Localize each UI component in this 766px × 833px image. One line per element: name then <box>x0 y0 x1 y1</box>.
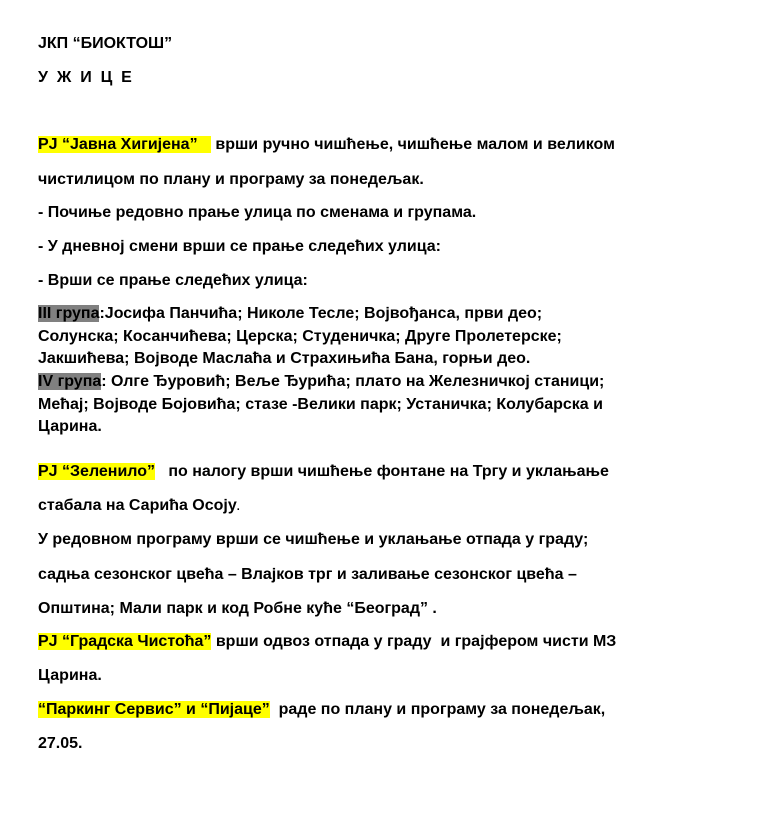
group4-line2: Мећај; Војводе Бојовића; стазе -Велики парк; Устаничка; Колубарска и <box>38 396 603 413</box>
sec3-line2: Царина. <box>38 667 102 684</box>
sec2-line1-text: по налогу врши чишћење фонтане на Тргу и уклањање <box>155 463 609 480</box>
sec3-line1-text: врши одвоз отпада у граду и грајфером чисти МЗ <box>211 633 617 650</box>
sec4-line1 <box>38 699 605 721</box>
sec1-line4: - У дневној смени врши се прање следећих улица: <box>38 238 441 255</box>
sec1-line3: - Почиње редовно прање улица по сменама и групама. <box>38 204 477 221</box>
sec2-line4: садња сезонског цвећа – Влајков трг и заливање сезонског цвећа – <box>38 566 577 583</box>
sec2-line5: Општина; Мали парк и код Робне куће “Београд” . <box>38 600 437 617</box>
group3-line1 <box>38 303 542 325</box>
sec1-line5: - Врши се прање следећих улица: <box>38 272 308 289</box>
sec1-line2: чистилицом по плану и програму за понедељак. <box>38 171 424 188</box>
sec2-line2-text: стабала на Сарића Осоју <box>38 497 237 514</box>
sec1-line1 <box>38 134 615 156</box>
sec4-line2: 27.05. <box>38 735 83 752</box>
sec2-line2 <box>38 495 240 518</box>
city-title: У Ж И Ц Е <box>38 69 132 86</box>
unit-gradska-chistoca: РЈ “Градска Чистоћа” <box>38 633 212 650</box>
group4-label: IV група <box>38 373 102 390</box>
sec2-line3: У редовном програму врши се чишћење и уклањање отпада у граду; <box>38 531 589 548</box>
sec2-line2-dot: . <box>236 501 240 513</box>
sec2-line1 <box>38 461 609 483</box>
sec3-line1 <box>38 631 616 653</box>
group4-line1 <box>38 371 604 393</box>
group4-streets: : Олге Ђуровић; Веље Ђурића; плато на Железничкој станици; <box>101 373 605 390</box>
group3-label: III група <box>38 305 100 322</box>
group3-line2: Солунска; Косанчићева; Церска; Студеничка; Друге Пролетерске; <box>38 328 562 345</box>
unit-zelenilo: РЈ “Зеленило” <box>38 463 156 480</box>
sec4-line1-text: раде по плану и програму за понедељак, <box>269 701 606 718</box>
unit-javna-higijena: РЈ “Јавна Хигијена” <box>38 136 211 153</box>
sec1-line1-text: врши ручно чишћење, чишћење малом и великом <box>210 136 615 153</box>
group3-streets: :Јосифа Панчића; Николе Тесле; Војвођанса, први део; <box>99 305 543 322</box>
group4-line3: Царина. <box>38 418 102 435</box>
unit-parking-pijace: “Паркинг Сервис” и “Пијаце” <box>38 701 270 718</box>
group3-line3: Јакшићева; Војводе Маслаћа и Страхињића Бана, горњи део. <box>38 350 531 367</box>
org-title: ЈКП “БИОКТОШ” <box>38 35 173 52</box>
